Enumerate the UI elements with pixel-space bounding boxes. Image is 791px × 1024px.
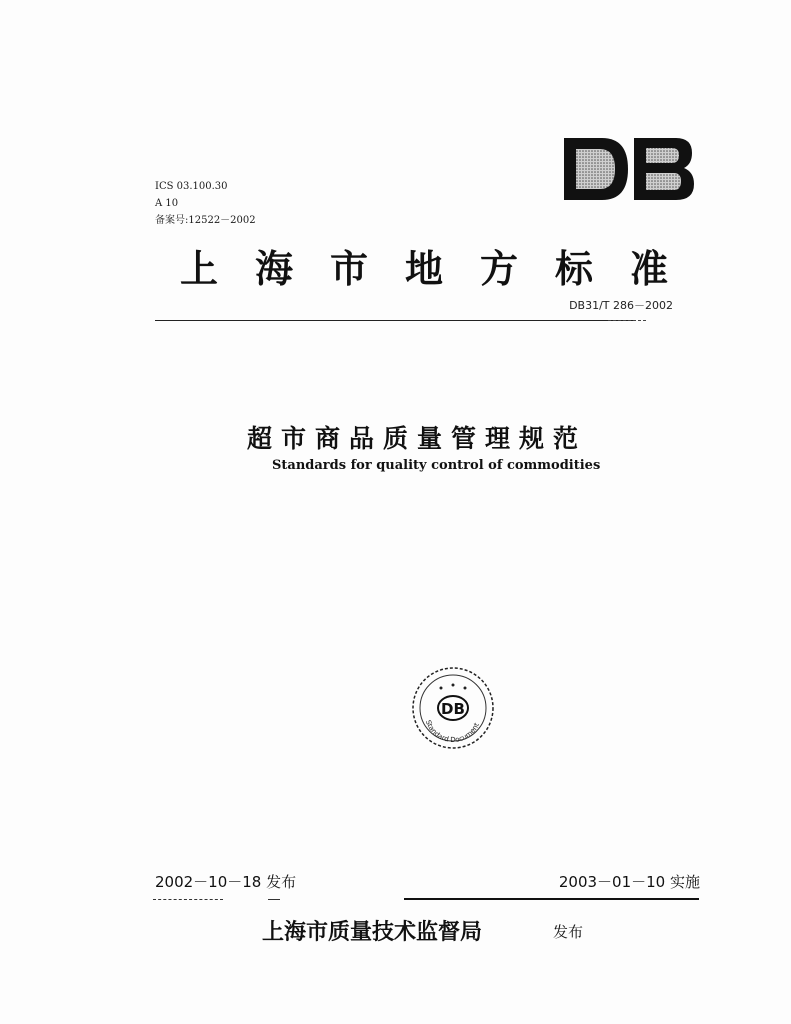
db-logo (458, 32, 698, 206)
standard-seal-icon (411, 666, 495, 750)
footer-divider (404, 898, 699, 900)
filing-number: 备案号:12522－2002 (155, 215, 256, 226)
ccs-code: A 10 (155, 198, 179, 209)
svg-text:Standard Document (424, 719, 481, 744)
publish-label: 发布 (553, 923, 584, 941)
issue-date: 2002－10－18 发布 (155, 873, 297, 891)
seal-ring-text: Standard Document (423, 719, 481, 745)
document-title: 超市商品质量管理规范 (247, 424, 588, 453)
footer-divider-mid (268, 899, 280, 900)
implementation-date: 2003－01－10 实施 (558, 873, 700, 891)
header-divider-dashed (608, 320, 646, 321)
classification-block (155, 178, 256, 229)
standard-category-title: 上海市地方标准 (180, 247, 706, 291)
seal-center-text: DB (441, 700, 465, 718)
publisher-name: 上海市质量技术监督局 (262, 920, 483, 945)
logo-text: DB (458, 32, 460, 33)
ics-code: ICS 03.100.30 (155, 181, 228, 192)
document-title-english: Standards for quality control of commodities (272, 458, 601, 473)
standard-number: DB31/T 286－2002 (569, 299, 673, 312)
header-divider (155, 320, 633, 321)
footer-divider-left (153, 899, 223, 900)
